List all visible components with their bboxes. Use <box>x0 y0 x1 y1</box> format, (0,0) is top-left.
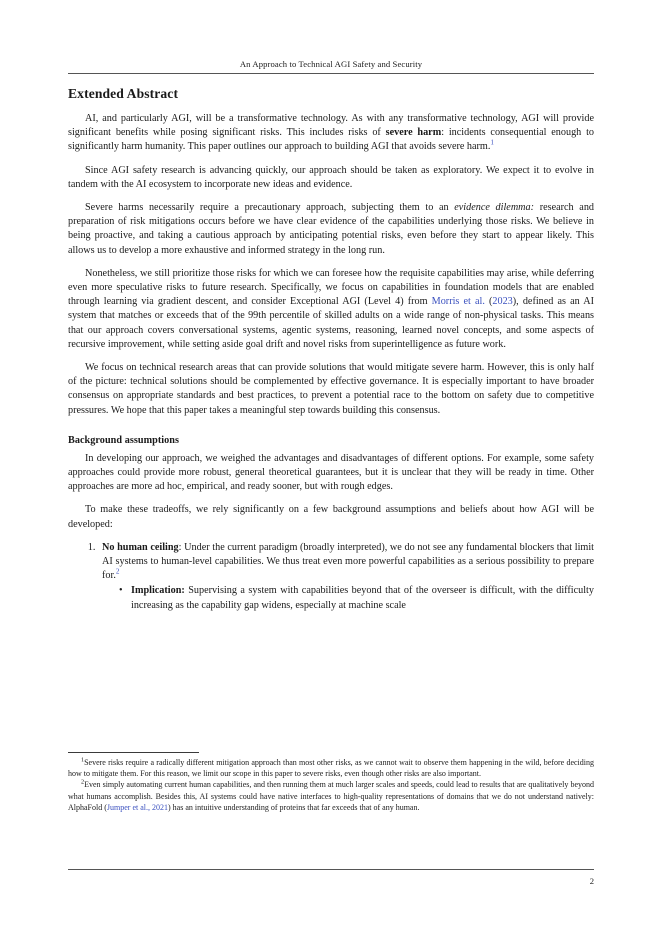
footnote-number-2: 2 <box>81 778 85 786</box>
paragraph-text-cont: : incidents consequential enough to significantly harm humanity. This paper outlines our approach to building AGI that avoids severe harm. <box>68 127 594 153</box>
page-body <box>68 86 594 615</box>
citation-link-morris-author[interactable]: Morris et al. <box>431 296 485 308</box>
background-paragraph-2: To make these tradeoffs, we rely significantly on a few background assumptions and beliefs about how AGI will be developed: <box>68 504 594 530</box>
footnote-reference-2[interactable]: 2 <box>115 567 120 576</box>
footnote-reference-1[interactable]: 1 <box>490 139 494 148</box>
abstract-paragraph-1 <box>68 112 594 155</box>
citation-paren-open: ( <box>484 296 493 308</box>
implications-list <box>102 584 594 612</box>
footnote-separator-rule <box>68 752 199 753</box>
running-header-title: An Approach to Technical AGI Safety and Security <box>239 59 423 69</box>
footer-rule <box>68 869 594 870</box>
citation-link-jumper[interactable]: Jumper et al., 2021 <box>106 802 168 812</box>
abstract-paragraph-4 <box>68 267 594 352</box>
paragraph-text: Nonetheless, we still prioritize those risks for which we can foresee how the requisite capabilities may arise, while deferring even more speculative risks to future research. Specifically, we focus on capabilities in foundation models that are enabled through learning via gradient descent, and consider Exceptional AGI (Level 4) from <box>68 267 594 308</box>
background-paragraph-1: In developing our approach, we weighed the advantages and disadvantages of different options. For example, some safety approaches could provide more robust, general theoretical guarantees, but it is unclear that they will be ready in time. Other approaches are more ad hoc, empirical, and ready sooner, but with rough edges. <box>68 452 594 493</box>
paragraph-text: AI, and particularly AGI, will be a transformative technology. As with any transformative technology, AGI will provide significant benefits while posing significant risks. This includes risks of <box>68 113 594 139</box>
footnote-text-cont: ) has an intuitive understanding of proteins that far exceeds that of any human. <box>168 802 420 812</box>
citation-paren-close: ) <box>512 296 517 308</box>
subsection-title-background-assumptions: Background assumptions <box>68 434 180 446</box>
assumptions-list <box>68 541 594 613</box>
footnote-text: Severe risks require a radically different mitigation approach than most other risks, as we cannot wait to observe them happening in the wild, before deciding how to mitigate them. For this reason, we limit our scope in this paper to severe risks, even though other risks are also important. <box>68 758 594 779</box>
implication-label: Implication: <box>131 585 185 597</box>
implication-text: Supervising a system with capabilities beyond that of the overseer is difficult, with the difficulty increasing as the capability gap widens, especially at machine scale <box>131 585 594 611</box>
citation-link-morris-year[interactable]: 2023 <box>492 296 513 308</box>
abstract-paragraph-2: Since AGI safety research is advancing quickly, our approach should be taken as exploratory. We expect it to evolve in tandem with the AI ecosystem to incorporate new ideas and evidence. <box>68 164 594 190</box>
assumption-text: : Under the current paradigm (broadly interpreted), we do not see any fundamental blockers that limit AI systems to human-level capabilities. We thus treat even more powerful capabilities as a serious possibility to prepare for. <box>102 541 594 582</box>
abstract-paragraph-5: We focus on technical research areas that can provide solutions that would mitigate severe harm. However, this is only half of the picture: technical solutions should be complemented by effective governance. It is especially important to have broader consensus on appropriate standards and best practices, to prevent a potential race to the bottom on safety due to competitive pressures. We hope that this paper takes a meaningful step towards building this consensus. <box>68 362 594 416</box>
footnote-text: Even simply automating current human capabilities, and then running them at much larger scales and speeds, could lead to results that are qualitatively beyond what humans accomplish. Besides this, AI systems could have native interfaces to high-quality representations of domains that we do not understand natively: AlphaFold ( <box>68 780 594 812</box>
list-item <box>98 541 594 613</box>
list-item <box>119 584 594 612</box>
page-number: 2 <box>589 876 594 886</box>
severe-harm-emphasis: severe harm <box>385 127 442 139</box>
assumption-label: No human ceiling <box>102 541 179 553</box>
paragraph-text-cont: , defined as an AI system that matches or exceeds that of the 99th percentile of skilled adults on a wide range of non-physical tasks. This means that our approach covers conversational systems, agentic systems, reasoning, learned novel concepts, and some aspects of recursive improvement, while setting aside goal drift and novel risks from superintelligence as future work. <box>68 296 595 350</box>
footnote-number-1: 1 <box>81 756 85 764</box>
header-rule <box>68 73 594 74</box>
page-title: Extended Abstract <box>68 86 179 101</box>
footnotes-area <box>68 752 594 813</box>
abstract-paragraph-3 <box>68 201 594 258</box>
footnote-1 <box>68 757 594 779</box>
paragraph-text-cont: research and preparation of risk mitigations occurs before we have clear evidence of the capabilities underlying those risks. We believe in being proactive, and taking a cautious approach by anticipating potential risks, even before they start to appear likely. This allows us to develop a more exhaustive and informed strategy in the long run. <box>68 202 595 256</box>
footnote-2 <box>68 779 594 813</box>
paragraph-text: Severe harms necessarily require a precautionary approach, subjecting them to an <box>85 202 455 214</box>
evidence-dilemma-emphasis: evidence dilemma: <box>454 202 535 214</box>
